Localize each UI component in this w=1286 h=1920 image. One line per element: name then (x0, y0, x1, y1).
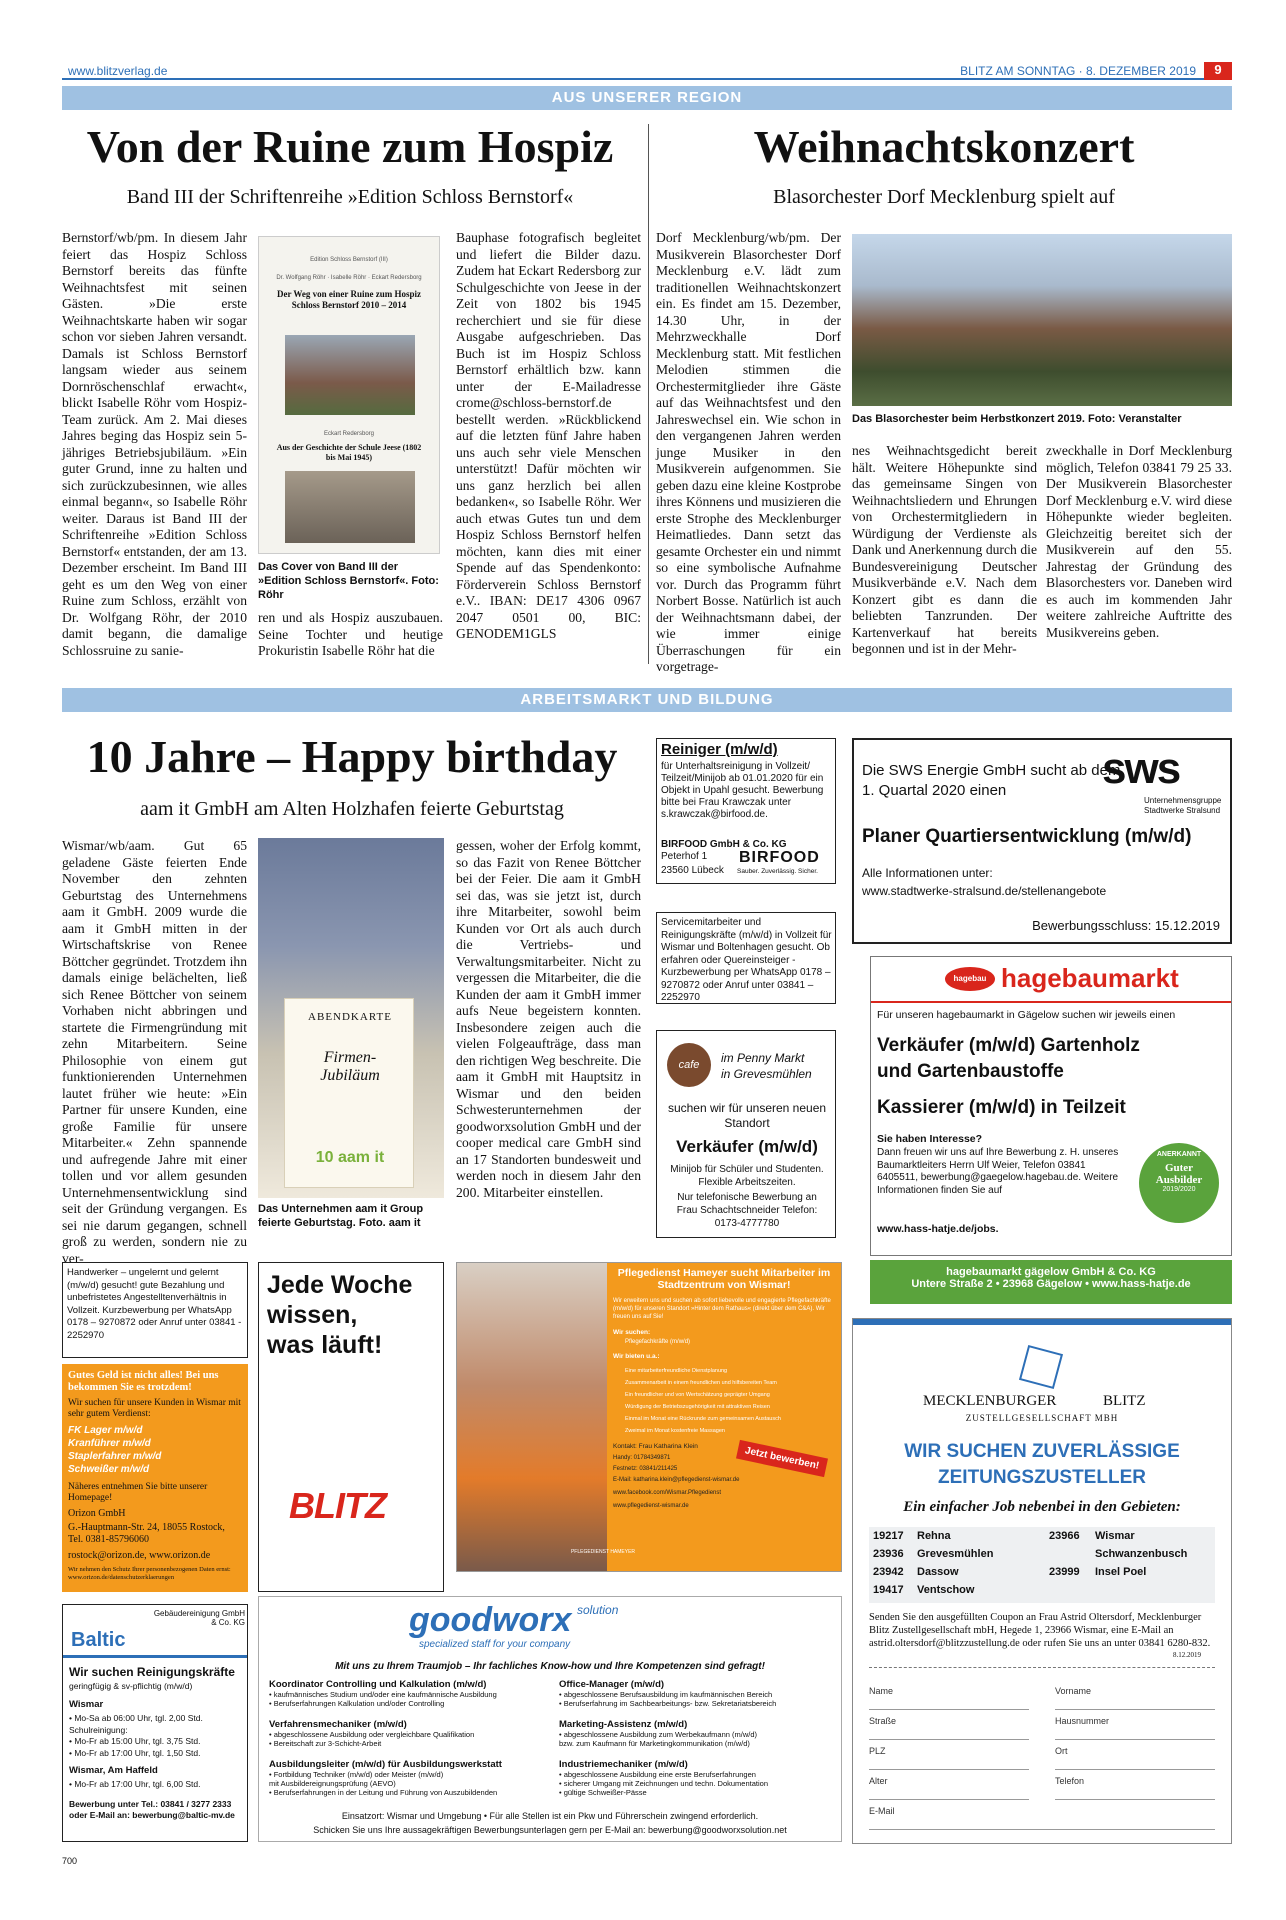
hagebau-logo: hagebaumarkt (1001, 963, 1179, 993)
orizon-web[interactable]: rostock@orizon.de, www.orizon.de (68, 1550, 211, 1561)
section-bar-region: AUS UNSERER REGION (62, 86, 1232, 110)
menu-card (284, 998, 414, 1188)
article1-book-cover (258, 236, 440, 554)
baltic-sub: geringfügig & sv-pflichtig (m/w/d) (69, 1681, 193, 1691)
cafe-loc2: in Grevesmühlen (721, 1067, 812, 1081)
site-url[interactable]: www.blitzverlag.de (68, 64, 168, 78)
article3-col1: Wismar/wb/aam. Gut 65 geladene Gäste feierten Ende November den zehnten Geburtstag des Unternehmens aam it GmbH. 2009 wurde die aam it GmbH mitten in der Wirtschaftskrise von Renee Böttcher gegründet. Trotzdem ihn damals einige belächelten, ließ sich Renee Böttcher von seinem Vorhaben nicht abbringen und startete die Firmengründung mit zehn Mitarbeitern. Seine Philosophie von einem gut funktionierenden Unternehmen lautet früher wie heute: »Ein Partner für unsere Kunden, eine große Familie für unsere Mitarbeiter.« Zehn spannende und aufregende Jahre mit einer tollen und vor allem gesunden Unternehmensentwicklung sind seit der Gründung vergangen. Es sei nie darum gegangen, schnell groß zu werden, sondern nie zu ver- (62, 838, 247, 1266)
hagebau-job2: Kassierer (m/w/d) in Teilzeit (877, 1097, 1126, 1118)
goodworx-job-title: Ausbildungsleiter (m/w/d) für Ausbildungswerkstatt (269, 1759, 502, 1770)
area-plz: 23966 (1049, 1530, 1080, 1542)
orchestra-photo (852, 234, 1232, 406)
blitz-line2: wissen, (267, 1301, 358, 1329)
pflege-offer: Einmal im Monat eine Rückrunde zum gemeinsamen Austausch (625, 1416, 781, 1422)
sws-info: Alle Informationen unter: (862, 866, 993, 880)
orizon-items (68, 1424, 242, 1476)
goodworx-job-line: • Fortbildung Techniker (m/w/d) oder Meister (m/w/d) (269, 1770, 444, 1779)
orizon-intro: Wir suchen für unsere Kunden in Wismar mit sehr gutem Verdienst: (68, 1398, 241, 1419)
menu-script: Firmen-Jubiläum (320, 1049, 380, 1084)
area-ort: Schwanzenbusch (1095, 1548, 1188, 1560)
ad-hagebau (870, 956, 1232, 1256)
mzg-top-stripe (853, 1319, 1231, 1325)
orizon-item: FK Lager m/w/d (68, 1425, 143, 1436)
column-divider (648, 124, 649, 664)
article3-subtitle: aam it GmbH am Alten Holzhafen feierte Geburtstag (140, 798, 564, 820)
orizon-item: Kranführer m/w/d (68, 1438, 151, 1449)
page-header (62, 64, 1232, 80)
pflege-search-head: Wir suchen: (613, 1329, 651, 1336)
blitz-logo: BLITZ (289, 1485, 386, 1526)
ad-handwerker (62, 1262, 248, 1358)
cover-author2: Eckart Redersborg (323, 431, 375, 437)
goodworx-job-line: • gültige Schweißer-Pässe (559, 1788, 647, 1797)
area-ort: Grevesmühlen (917, 1548, 994, 1560)
article3-col3: gessen, woher der Erfolg kommt, so das Fazit von Renee Böttcher bei der Feier. Die aam it GmbH sei das, was sie jetzt ist, durch ihre Mitarbeiter, sowohl beim Kunden vor Ort als auch durch die Vertriebs- und Verwaltungsmitarbeiter. Nicht zu vergessen die Mitarbeiter, die die Kunden der aam it GmbH immer aufs Neue begeistern konnten. Insbesondere zeigen auch die vielen Folgeaufträge, dass man den richtigen Weg beschreite. Die aam it GmbH mit Hauptsitz in Wismar und den beiden Schwesterunternehmen der goodworxsolution GmbH und der cooper medical care GmbH sind an 17 Standorten bundesweit und werden noch in diesem Jahr den 200. Mitarbeiter einstellen. (456, 838, 641, 1200)
coupon-email-field[interactable]: E-Mail (869, 1802, 1215, 1830)
ad-reiniger (656, 738, 836, 884)
article2-title: Weihnachtskonzert (753, 121, 1135, 172)
article1-col3: Bauphase fotografisch begleitet und liefert die Bilder dazu. Zudem hat Eckart Redersborg zur Schulgeschichte von Jeese in der Zeit von 1802 bis 1945 recherchiert und sie für diese Ausgabe aufgeschrieben. Das Buch ist im Hospiz Schloss Bernstorf erhältlich bzw. kann unter der E-Mailadresse crome@schloss-bernstorf.de bestellt werden. »Rückblickend auf die letzten fünf Jahre haben uns auch sehr viele Menschen unterstützt! Dafür möchten wir uns ganz herzlich bei allen bedanken«, so Isabelle Röhr. Wer auch etwas Gutes tun und dem Hospiz Schloss Bernstorf helfen möchten, kann dies mit einer Spende auf das Spendenkonto: Förderverein Schloss Bernstorf e.V.. IBAN: DE17 4306 0967 2047 0501 00, BIC: GENODEM1GLS (456, 230, 641, 641)
pflege-title: Pflegedienst Hameyer sucht Mitarbeiter im Stadtzentrum von Wismar! (617, 1267, 831, 1291)
baltic-tag: Gebäudereinigung GmbH & Co. KG (153, 1609, 245, 1627)
goodworx-job-line: • Berufserfahrung im Sachbearbeitungs- bzw. Sekretariatsbereich (559, 1699, 777, 1708)
pflege-festnetz: Festnetz: 03841/211425 (613, 1466, 678, 1472)
pflege-intro: Wir erweitern uns und suchen ab sofort liebevolle und engagierte Pflegefachkräfte (m/w/d) für unseren Standort »Hinter dem Rathaus« (direkt über dem C&A). Wir freuen uns auf Sie! (613, 1298, 831, 1320)
orizon-item: Schweißer m/w/d (68, 1464, 150, 1475)
footer-code: 700 (62, 1856, 78, 1866)
mzg-date: 8.12.2019 (1173, 1651, 1201, 1659)
goodworx-job-line: • kaufmännisches Studium und/oder eine kaufmännische Ausbildung (269, 1690, 497, 1699)
article1-subtitle: Band III der Schriftenreihe »Edition Schloss Bernstorf« (126, 186, 574, 208)
goodworx-job-line: • abgeschlossene Ausbildung oder vergleichbare Qualifikation (269, 1730, 475, 1739)
handwerker-text: Handwerker – ungelernt und gelernt (m/w/d) gesucht! gute Bezahlung und unbefristetes Angestelltenverhältnis in Vollzeit. Kurzbewerbung per WhatsApp 0178 – 9270872 oder Anruf unter 03841 - 2252970 (67, 1267, 242, 1341)
article1-caption: Das Cover von Band III der »Edition Schloss Bernstorf«. Foto: Röhr (258, 561, 439, 601)
article2-col2: nes Weihnachtsgedicht bereit hält. Weitere Höhepunkte sind das gemeinsame Singen von Weihnachtsliedern und Ehrungen von Orchestermitgliedern in Würdigung der Verdienste als Dank und Anerkennung durch die Bundesvereinigung Deutscher Musikverbände e.V. Nach dem Konzert gibt es dann die beliebten Tanzrunden. Der Kartenverkauf hat bereits begonnen und ist in der Mehr- (852, 443, 1037, 656)
cover-title2: Aus der Geschichte der Schule Jeese (1802 bis Mai 1945) (276, 443, 422, 462)
pflege-contact: Kontakt: Frau Katharina Klein (613, 1443, 698, 1450)
orizon-more: Näheres entnehmen Sie bitte unserer Homepage! (68, 1482, 208, 1503)
goodworx-job-line: • abgeschlossene Ausbildung eine erste Berufserfahrungen (559, 1770, 756, 1779)
area-ort: Wismar (1095, 1530, 1135, 1542)
ad-baltic (62, 1604, 248, 1842)
cover-series: Edition Schloss Bernstorf (III) (310, 257, 388, 263)
pflege-stamp: Jetzt bewerben! (736, 1440, 828, 1477)
menu-title: ABENDKARTE (308, 1011, 392, 1023)
baltic-logo: Baltic (71, 1629, 126, 1651)
orizon-item: Staplerfahrer m/w/d (68, 1451, 162, 1462)
section-bar-jobs: ARBEITSMARKT UND BILDUNG (62, 688, 1232, 712)
hagebau-footer (870, 1260, 1232, 1304)
goodworx-job-line: • sicherer Umgang mit Zeichnungen und techn. Dokumentation (559, 1779, 768, 1788)
baltic-loc2: Wismar, Am Haffeld (69, 1765, 158, 1776)
goodworx-job-line: mit Ausbildereignungsprüfung (AEVO) (269, 1779, 396, 1788)
goodworx-job (269, 1759, 549, 1797)
cafe-search: suchen wir für unseren neuen Standort (667, 1101, 827, 1130)
ad-pflege (456, 1262, 842, 1572)
goodworx-job (559, 1759, 839, 1797)
hagebau-question: Sie haben Interesse? (877, 1133, 983, 1145)
area-plz: 23999 (1049, 1566, 1080, 1578)
cafe-text1: Minijob für Schüler und Studenten. Flexible Arbeitszeiten. (670, 1164, 824, 1188)
cafe-logo: cafe (667, 1043, 711, 1087)
pflege-offer: Würdigung der Betriebszugehörigkeit mit attraktiven Reisen (625, 1404, 770, 1410)
cafe-title: Verkäufer (m/w/d) (676, 1137, 818, 1156)
mzg-coupon (869, 1667, 1215, 1837)
goodworx-logo-sup: solution (577, 1603, 619, 1617)
mzg-title1: WIR SUCHEN ZUVERLÄSSIGE (904, 1441, 1180, 1462)
sws-line2: 1. Quartal 2020 einen (862, 782, 1007, 799)
sws-deadline: Bewerbungsschluss: 15.12.2019 (1032, 918, 1220, 933)
goodworx-logo: goodworx (409, 1601, 572, 1639)
goodworx-job-line: • Berufserfahrungen in der Leitung und Führung von Auszubildenden (269, 1788, 498, 1797)
hagebau-job1b: und Gartenbaustoffe (877, 1061, 1064, 1082)
pflege-search: Pflegefachkräfte (m/w/d) (625, 1339, 691, 1345)
coupon-ort-field[interactable]: Ort (1055, 1742, 1215, 1770)
mzg-logo3: ZUSTELLGESELLSCHAFT MBH (965, 1413, 1119, 1423)
area-plz: 19417 (873, 1584, 904, 1596)
goodworx-slogan: specialized staff for your company (419, 1639, 571, 1650)
ad-service (656, 912, 836, 1004)
menu-logo: 10 aam it (315, 1149, 385, 1166)
sws-logo-sub2: Stadtwerke Stralsund (1144, 806, 1221, 815)
hagebau-job1a: Verkäufer (m/w/d) Gartenholz (877, 1035, 1140, 1056)
hagebau-badge: hagebau (945, 967, 995, 991)
goodworx-job (559, 1719, 839, 1748)
cover-authors: Dr. Wolfgang Röhr · Isabelle Röhr · Eckart Redersborg (276, 275, 422, 281)
hagebau-intro: Für unseren hagebaumarkt in Gägelow suchen wir jeweils einen (877, 1009, 1176, 1021)
cover-castle-photo (285, 335, 415, 415)
reiniger-addr1: Peterhof 1 (661, 851, 708, 862)
goodworx-job-title: Industriemechaniker (m/w/d) (559, 1759, 688, 1770)
goodworx-job (269, 1679, 549, 1708)
blitz-line1: Jede Woche (267, 1271, 413, 1299)
pflege-logo: PFLEGEDIENST HAMEYER (570, 1549, 636, 1555)
mzg-icon (1019, 1345, 1063, 1389)
mzg-logo1: MECKLENBURGER (923, 1393, 1057, 1409)
article3-caption: Das Unternehmen aam it Group feierte Geburtstag. Foto. aam it (258, 1203, 424, 1229)
mzg-sub: Ein einfacher Job nebenbei in den Gebieten: (903, 1499, 1181, 1515)
hagebau-footer1: hagebaumarkt gägelow GmbH & Co. KG (946, 1266, 1156, 1278)
goodworx-footer1: Einsatzort: Wismar und Umgebung • Für alle Stellen ist ein Pkw und Führerschein zwingend erforderlich. (341, 1811, 759, 1821)
baltic-loc1: Wismar (69, 1699, 104, 1710)
goodworx-job-line: • abgeschlossene Ausbildung zum Werbekaufmann (m/w/d) (559, 1730, 758, 1739)
ad-cafe (656, 1030, 836, 1238)
goodworx-footer2: Schicken Sie uns Ihre aussagekräftigen Bewerbungsunterlagen gern per E-Mail an: bewerbung@goodworxsolution.net (313, 1825, 787, 1835)
goodworx-job-title: Marketing-Assistenz (m/w/d) (559, 1719, 688, 1730)
pflege-offer: Ein freundlicher und von Wertschätzung geprägter Umgang (625, 1392, 770, 1398)
pflege-offer: Zweimal im Monat kostenfreie Massagen (625, 1428, 725, 1434)
hagebau-text: Dann freuen wir uns auf Ihre Bewerbung z. H. unseres Baumarktleiters Herrn Ulf Weier, Telefon 03841 6405511, bewerbung@gaegelow.hagebau.de. Weitere Informationen finden Sie auf (877, 1147, 1119, 1196)
coupon-strasse-field[interactable]: Straße (869, 1712, 1029, 1740)
pflege-offer: Eine mitarbeiterfreundliche Dienstplanung (625, 1368, 728, 1374)
guter-ausbilder-seal (1139, 1143, 1219, 1223)
article3-title: 10 Jahre – Happy birthday (86, 731, 618, 782)
goodworx-job-line: • abgeschlossene Berufsausbildung im kaufmännischen Bereich (559, 1690, 773, 1699)
pflege-panel (607, 1263, 841, 1571)
area-ort: Ventschow (917, 1584, 975, 1596)
baltic-line: • Mo-Fr ab 15:00 Uhr, tgl. 3,75 Std. (69, 1736, 201, 1746)
pflege-offer: Zusammenarbeit in einem freundlichen und hilfsbereiten Team (625, 1380, 777, 1386)
baltic-line: Schulreinigung: (69, 1724, 128, 1735)
goodworx-job (269, 1719, 549, 1748)
ad-sws (852, 738, 1232, 944)
area-plz: 23942 (873, 1566, 904, 1578)
orizon-company: Orizon GmbH (68, 1508, 126, 1519)
pflege-handy: Handy: 01784349871 (613, 1455, 671, 1461)
baltic-rule (63, 1655, 247, 1658)
hagebau-footer2: Untere Straße 2 • 23968 Gägelow • www.hass-hatje.de (911, 1278, 1191, 1290)
baltic-line2: • Mo-Fr ab 17:00 Uhr, tgl. 6,00 Std. (69, 1779, 201, 1789)
goodworx-job-line: • Berufserfahrungen Kalkulation und/oder Controlling (269, 1699, 445, 1708)
baltic-line: • Mo-Sa ab 06:00 Uhr, tgl. 2,00 Std. (69, 1713, 203, 1723)
coupon-plz-field[interactable]: PLZ (869, 1742, 1029, 1770)
pflege-fb[interactable]: www.facebook.com/Wismar.Pflegedienst (613, 1490, 722, 1496)
article1-col1: Bernstorf/wb/pm. In diesem Jahr feiert das Hospiz Schloss Bernstorf bereits das fünfte Weihnachtsfest mit seinen Gästen. »Die erste Weihnachtskarte haben wir sogar schon vor sieben Jahren versandt. Damals ist Schloss Bernstorf langsam wieder aus seinem Dornröschenschlaf erwacht«, blickt Isabelle Röhr vom Hospiz-Team zurück. Am 2. Mai dieses Jahres beging das Hospiz sein 5-jähriges Betriebsjubiläum. »Ein guter Grund, inne zu halten und sich zurückzubesinnen, wie alles einmal begann«, so Isabelle Röhr weiter. Daraus ist Band III der Schriftenreihe »Edition Schloss Bernstorf« entstanden, der am 13. Dezember erscheint. Im Band III geht es um den Weg von einer Ruine zum Schloss, erzählt von Dr. Wolfgang Röhr, der 2010 damit begann, die damalige Schlossruine zu sanie- (62, 230, 247, 658)
article1-title: Von der Ruine zum Hospiz (86, 121, 614, 172)
sws-logo: sws (1102, 744, 1180, 793)
reiniger-addr2: 23560 Lübeck (661, 865, 724, 876)
issue-date: BLITZ AM SONNTAG · 8. DEZEMBER 2019 (960, 64, 1196, 78)
hagebau-rule (871, 1001, 1231, 1003)
anniversary-photo (258, 838, 444, 1198)
mzg-text: Senden Sie den ausgefüllten Coupon an Frau Astrid Oltersdorf, Mecklenburger Blitz Zustellgesellschaft mbH, Hegede 1, 23966 Wismar, eine E-Mail an astrid.oltersdorf@blitzzustellung.de oder rufen Sie uns an unter 03841 6280-832. (869, 1612, 1211, 1649)
birfood-logo: BIRFOOD (739, 849, 820, 866)
area-plz: 23936 (873, 1548, 904, 1560)
reiniger-text: für Unterhaltsreinigung in Vollzeit/ Teilzeit/Minijob ab 01.01.2020 für ein Objekt in Upahl gesucht. Bewerbung bitte bei Frau Krawczak unter s.krawczak@birfood.de. (661, 761, 824, 820)
pflege-offers (625, 1365, 835, 1437)
service-text: Servicemitarbeiter und Reinigungskräfte (m/w/d) in Vollzeit für Wismar und Boltenhagen gesucht. Ob erfahren oder Quereinsteiger - Kurzbewerbung per WhatsApp 0178 – 9270872 oder Anruf unter 03841 – 2252970 (661, 917, 832, 1003)
seal-year: 2019/2020 (1162, 1186, 1196, 1193)
coupon-vorname-field[interactable]: Vorname (1055, 1682, 1215, 1710)
seal-title: Guter Ausbilder (1155, 1162, 1203, 1186)
ad-blitz (258, 1262, 444, 1592)
reiniger-company: BIRFOOD GmbH & Co. KG (661, 839, 787, 850)
coupon-telefon-field[interactable]: Telefon (1055, 1772, 1215, 1800)
orizon-fine: Wir nehmen den Schutz Ihrer personenbezogenen Daten ernst: www.orizon.de/datenschutzerklaerungen (68, 1566, 231, 1581)
sws-logo-sub1: Unternehmensgruppe (1144, 796, 1222, 805)
goodworx-job-title: Verfahrensmechaniker (m/w/d) (269, 1719, 407, 1730)
article1-col2-bottom: ren und als Hospiz auszubauen. Seine Tochter und heutige Prokuristin Isabelle Röhr hat die (258, 610, 443, 658)
mzg-title2: ZEITUNGSZUSTELLER (938, 1467, 1146, 1488)
reiniger-title: Reiniger (m/w/d) (661, 741, 778, 758)
coupon-name-field[interactable]: Name (869, 1682, 1029, 1710)
baltic-line: • Mo-Fr ab 17:00 Uhr, tgl. 1,50 Std. (69, 1747, 201, 1758)
ad-goodworx (258, 1596, 842, 1842)
mzg-areas (869, 1527, 1215, 1603)
area-ort: Insel Poel (1095, 1566, 1147, 1578)
coupon-hausnummer-field[interactable]: Hausnummer (1055, 1712, 1215, 1740)
goodworx-job (559, 1679, 839, 1708)
goodworx-job-line: • Bereitschaft zur 3-Schicht-Arbeit (269, 1739, 382, 1748)
hagebau-url[interactable]: www.hass-hatje.de/jobs. (877, 1223, 999, 1235)
mzg-logo2: BLITZ (1103, 1393, 1146, 1409)
baltic-lines1 (69, 1713, 203, 1759)
sws-title: Planer Quartiersentwicklung (m/w/d) (862, 826, 1192, 847)
goodworx-headline: Mit uns zu Ihrem Traumjob – Ihr fachliches Know-how und Ihre Kompetenzen sind gefragt! (335, 1661, 765, 1672)
area-plz: 19217 (873, 1530, 904, 1542)
cover-title: Der Weg von einer Ruine zum Hospiz Schloss Bernstorf 2010 – 2014 (277, 289, 421, 310)
area-ort: Rehna (917, 1530, 951, 1542)
blitz-line3: was läuft! (267, 1331, 383, 1359)
sws-url[interactable]: www.stadtwerke-stralsund.de/stellenangebote (862, 884, 1107, 898)
cafe-loc1: im Penny Markt (721, 1051, 805, 1065)
ad-orizon (62, 1364, 248, 1592)
goodworx-job-title: Office-Manager (m/w/d) (559, 1679, 665, 1690)
goodworx-job-title: Koordinator Controlling und Kalkulation (m/w/d) (269, 1679, 487, 1690)
baltic-contact: Bewerbung unter Tel.: 03841 / 3277 2333 oder E-Mail an: bewerbung@baltic-mv.de (69, 1799, 235, 1820)
article2-subtitle: Blasorchester Dorf Mecklenburg spielt auf (773, 186, 1115, 208)
pflege-web[interactable]: www.pflegedienst-wismar.de (613, 1503, 689, 1509)
page-number: 9 (1204, 62, 1232, 80)
birfood-slogan: Sauber. Zuverlässig. Sicher. (737, 868, 818, 875)
cover-school-photo (285, 471, 415, 543)
orizon-addr: G.-Hauptmann-Str. 24, 18055 Rostock, Tel. 0381-85796060 (68, 1522, 225, 1545)
sws-line1: Die SWS Energie GmbH sucht ab dem (862, 762, 1121, 779)
pflege-offer-head: Wir bieten u.a.: (613, 1353, 660, 1360)
pflege-photo (457, 1263, 607, 1571)
coupon-alter-field[interactable]: Alter (869, 1772, 1029, 1800)
pflege-email[interactable]: E-Mail: katharina.klein@pflegedienst-wismar.de (613, 1477, 740, 1483)
ad-mzg (852, 1318, 1232, 1844)
article2-col1: Dorf Mecklenburg/wb/pm. Der Musikverein Blasorchester Dorf Mecklenburg e.V. lädt zum traditionellen Weihnachtskonzert ein. Es findet am 15. Dezember, 14.30 Uhr, in der Mehrzweckhalle Dorf Mecklenburg statt. Mit festlichen Melodien stimmen die Orchestermitglieder ihre Gäste auf das Weihnachtsfest und den Jahreswechsel ein. Wie schon in den vergangenen Jahren werden junge Musiker in den Musikverein aufgenommen. Sie geben dazu eine kleine Kostprobe ihres Könnens und musizieren die erste Strophe des Mecklenburger Heimatliedes. Dann setzt das gesamte Orchester ein und nimmt so eine symbolische Aufnahme vor. Durch das Programm führt Norbert Bosse. Natürlich ist auch der Weihnachtsmann dabei, der wie immer einige Überraschungen für ein vorgetrage- (656, 230, 841, 674)
baltic-title: Wir suchen Reinigungskräfte (69, 1665, 235, 1679)
seal-anerkannt: ANERKANNT (1156, 1151, 1202, 1158)
article2-caption: Das Blasorchester beim Herbstkonzert 2019. Foto: Veranstalter (852, 413, 1182, 425)
article2-col3: zweckhalle in Dorf Mecklenburg möglich, Telefon 03841 79 25 33. Der Musikverein Blasorchester Dorf Mecklenburg e.V. wird diese Höhepunkte wieder begleiten. Gleichzeitig bereitet sich der Musikverein auf den 55. Jahrestag der Gründung des Blasorchesters vor. Daneben wird es auch im kommenden Jahr weitere zahlreiche Auftritte des Musikvereins geben. (1046, 443, 1232, 640)
cafe-text2: Nur telefonische Bewerbung an Frau Schachtschneider Telefon: 0173-4777780 (676, 1192, 818, 1229)
orizon-head: Gutes Geld ist nicht alles! Bei uns bekommen Sie es trotzdem! (68, 1370, 219, 1393)
goodworx-job-line: bzw. zum Kaufmann für Marketingkommunikation (m/w/d) (559, 1739, 750, 1748)
area-ort: Dassow (917, 1566, 959, 1578)
